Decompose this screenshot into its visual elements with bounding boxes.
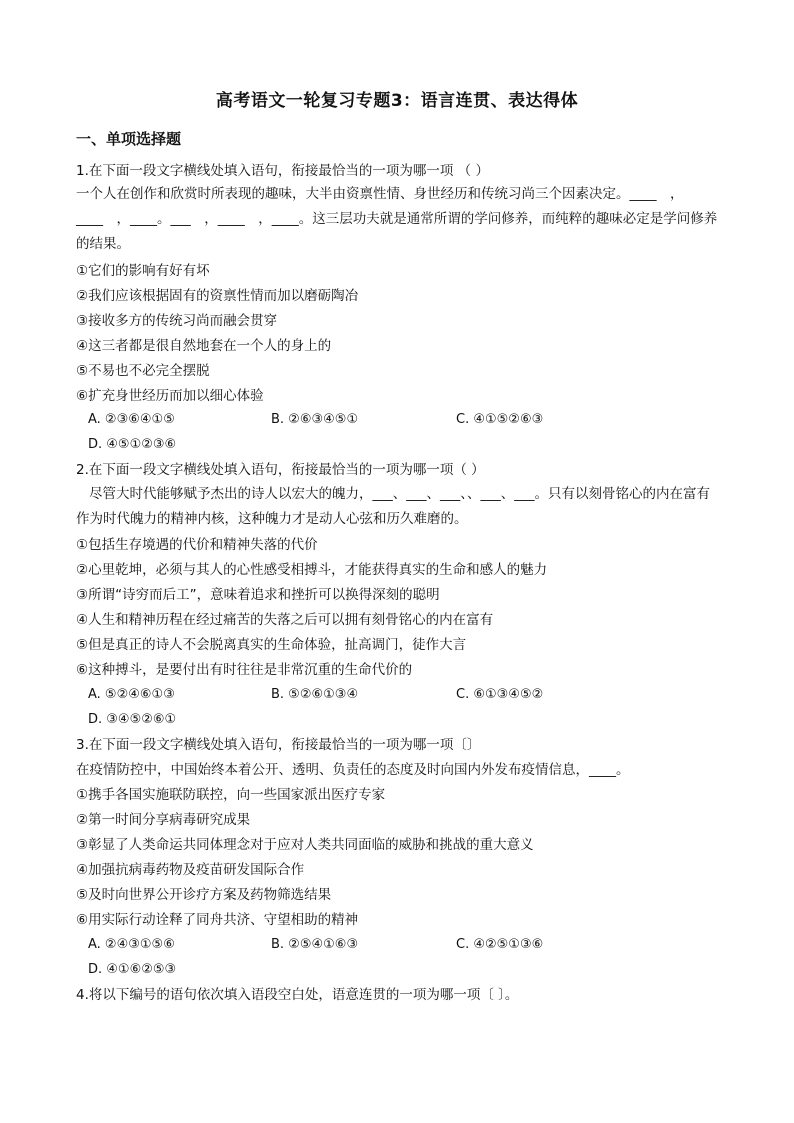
question-1-option-b[interactable]: B. ②⑥③④⑤① <box>271 412 359 427</box>
question-1-item: ③接收多方的传统习尚而融会贯穿 <box>76 313 278 329</box>
question-3-option-b[interactable]: B. ②⑤④①⑥③ <box>271 937 359 952</box>
question-2-option-a[interactable]: A. ⑤②④⑥①③ <box>88 687 175 702</box>
question-1-option-a[interactable]: A. ②③⑥④①⑤ <box>88 412 175 427</box>
section-heading: 一、单项选择题 <box>76 130 182 148</box>
question-3-item: ⑥用实际行动诠释了同舟共济、守望相助的精神 <box>76 912 359 928</box>
question-3-stem: 3.在下面一段文字横线处填入语句，衔接最恰当的一项为哪一项〔〕 <box>76 737 481 753</box>
question-1-item: ⑤不易也不必完全摆脱 <box>76 363 210 379</box>
question-3-item: ②第一时间分享病毒研究成果 <box>76 812 251 828</box>
question-3-item: ④加强抗病毒药物及疫苗研发国际合作 <box>76 862 305 878</box>
question-2-passage: 尽管大时代能够赋予杰出的诗人以宏大的魄力，___、___、___、、___、___。只有以刻骨铭心的内在富有作为时代魄力的精神内核，这种魄力才是动人心弦和历久难磨的。 <box>76 486 710 527</box>
question-1-item: ④这三者都是很自然地套在一个人的身上的 <box>76 338 332 354</box>
page-title: 高考语文一轮复习专题3：语言连贯、表达得体 <box>215 91 579 111</box>
question-3-option-d[interactable]: D. ④①⑥②⑤③ <box>88 962 177 977</box>
question-1-item: ⑥扩充身世经历而加以细心体验 <box>76 388 264 404</box>
question-2-item: ⑥这种搏斗，是要付出有时往往是非常沉重的生命代价的 <box>76 662 413 678</box>
question-2-option-c[interactable]: C. ⑥①③④⑤② <box>456 687 544 702</box>
question-2-option-b[interactable]: B. ⑤②⑥①③④ <box>271 687 359 702</box>
question-3-item: ⑤及时向世界公开诊疗方案及药物筛选结果 <box>76 887 332 903</box>
question-3-option-c[interactable]: C. ④②⑤①③⑥ <box>456 937 544 952</box>
question-3-passage: 在疫情防控中，中国始终本着公开、透明、负责任的态度及时向国内外发布疫情信息，____。 <box>76 762 630 778</box>
question-2-item: ①包括生存境遇的代价和精神失落的代价 <box>76 537 318 553</box>
question-4-stem: 4.将以下编号的语句依次填入语段空白处，语意连贯的一项为哪一项〔 〕。 <box>76 987 519 1003</box>
question-1-option-c[interactable]: C. ④①⑤②⑥③ <box>456 412 544 427</box>
question-2-stem: 2.在下面一段文字横线处填入语句，衔接最恰当的一项为哪一项（ ） <box>76 462 485 478</box>
question-1-option-d[interactable]: D. ④⑤①②③⑥ <box>88 437 177 452</box>
question-3-item: ③彰显了人类命运共同体理念对于应对人类共同面临的威胁和挑战的重大意义 <box>76 837 534 853</box>
question-2-option-d[interactable]: D. ③④⑤②⑥① <box>88 712 177 727</box>
question-1-item: ①它们的影响有好有坏 <box>76 263 210 279</box>
question-2-item: ②心里乾坤，必须与其人的心性感受相搏斗，才能获得真实的生命和感人的魅力 <box>76 562 548 578</box>
question-2-item: ⑤但是真正的诗人不会脱离真实的生命体验，扯高调门，徒作大言 <box>76 637 467 653</box>
question-1-stem: 1.在下面一段文字横线处填入语句，衔接最恰当的一项为哪一项 （ ） <box>76 163 489 179</box>
question-3-item: ①携手各国实施联防联控，向一些国家派出医疗专家 <box>76 787 386 803</box>
question-3-option-a[interactable]: A. ②④③①⑤⑥ <box>88 937 175 952</box>
question-1-passage: 一个人在创作和欣赏时所表现的趣味，大半由资禀性情、身世经历和传统习尚三个因素决定。____ ，____ ，____。___ ，____ ，____。这三层功夫就是通常所谓的学问修养，而纯粹的趣味必定是学问修养的结果。 <box>76 186 718 252</box>
question-2-item: ③所谓“诗穷而后工”，意味着追求和挫折可以换得深刻的聪明 <box>76 587 440 603</box>
question-1-item: ②我们应该根据固有的资禀性情而加以磨砺陶冶 <box>76 288 359 304</box>
question-2-item: ④人生和精神历程在经过痛苦的失落之后可以拥有刻骨铭心的内在富有 <box>76 612 494 628</box>
